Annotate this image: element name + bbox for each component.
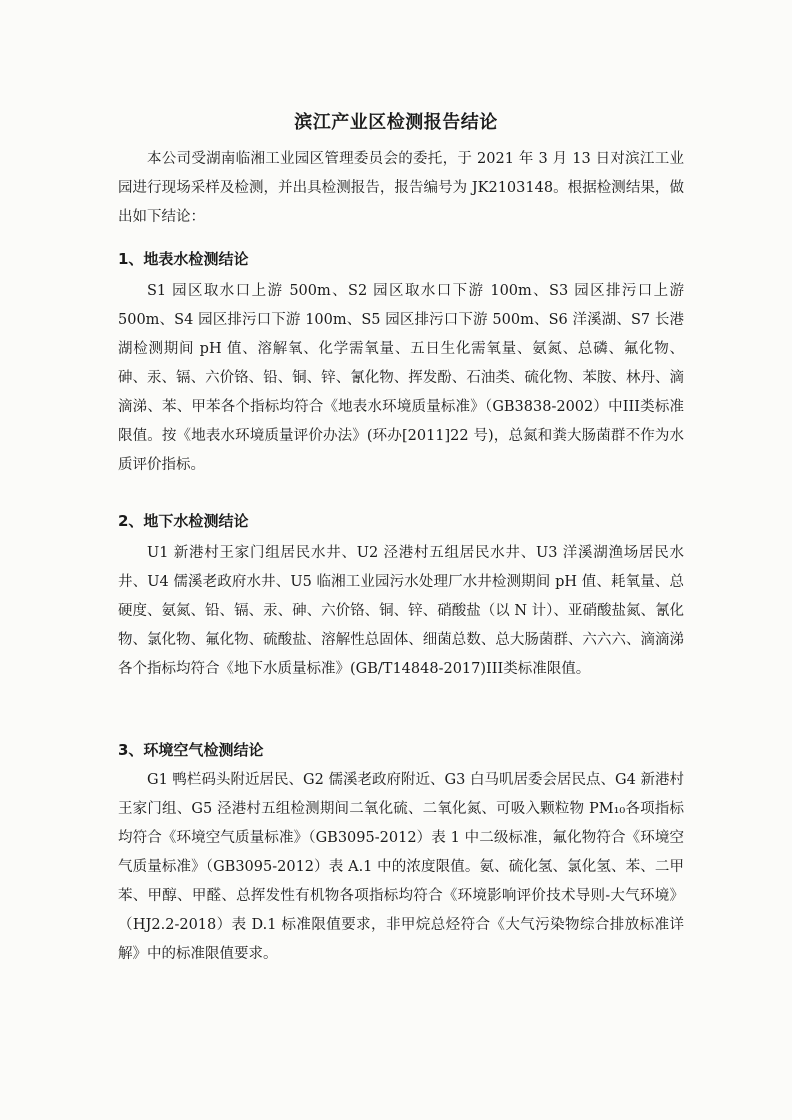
section-heading-groundwater: 2、地下水检测结论 — [118, 512, 249, 530]
section-heading-ambient-air: 3、环境空气检测结论 — [118, 741, 264, 759]
section-body-groundwater: U1 新港村王家门组居民水井、U2 泾港村五组居民水井、U3 洋溪湖渔场居民水井、U4 儒溪老政府水井、U5 临湘工业园污水处理厂水井检测期间 pH 值、耗氧量、总硬度、氨氮、铅、镉、汞、砷、六价铬、铜、锌、硝酸盐（以 N 计）、亚硝酸盐氮、氰化物、氯化物、氟化物、硫酸盐、溶解性总固体、细菌总数、总大肠菌群、六六六、滴滴涕各个指标均符合《地下水质量标准》(GB/T14848-2017)III类标准限值。 — [118, 545, 684, 677]
page-title: 滨江产业区检测报告结论 — [294, 112, 498, 133]
section-body-surface-water: S1 园区取水口上游 500m、S2 园区取水口下游 100m、S3 园区排污口上游 500m、S4 园区排污口下游 100m、S5 园区排污口下游 500m、S6 洋溪湖、S7 长港湖检测期间 pH 值、溶解氧、化学需氧量、五日生化需氧量、氨氮、总磷、氟化物、砷、汞、镉、六价铬、铅、铜、锌、氰化物、挥发酚、石油类、硫化物、苯胺、林丹、滴滴涕、苯、甲苯各个指标均符合《地表水环境质量标准》（GB3838-2002）中III类标准限值。按《地表水环境质量评价办法》(环办[2011]22 号)，总氮和粪大肠菌群不作为水质评价指标。 — [118, 283, 684, 473]
section-body-ambient-air: G1 鸭栏码头附近居民、G2 儒溪老政府附近、G3 白马叽居委会居民点、G4 新港村王家门组、G5 泾港村五组检测期间二氧化硫、二氧化氮、可吸入颗粒物 PM₁₀各项指标均符合《环境空气质量标准》（GB3095-2012）表 1 中二级标准，氟化物符合《环境空气质量标准》（GB3095-2012）表 A.1 中的浓度限值。氨、硫化氢、氯化氢、苯、二甲苯、甲醇、甲醛、总挥发性有机物各项指标均符合《环境影响评价技术导则-大气环境》（HJ2.2-2018）表 D.1 标准限值要求，非甲烷总烃符合《大气污染物综合排放标准详解》中的标准限值要求。 — [118, 772, 684, 962]
section-heading-surface-water: 1、地表水检测结论 — [118, 250, 249, 268]
intro-paragraph: 本公司受湖南临湘工业园区管理委员会的委托，于 2021 年 3 月 13 日对滨江工业园进行现场采样及检测，并出具检测报告，报告编号为 JK2103148。根据检测结果，做出如下结论： — [118, 151, 684, 225]
